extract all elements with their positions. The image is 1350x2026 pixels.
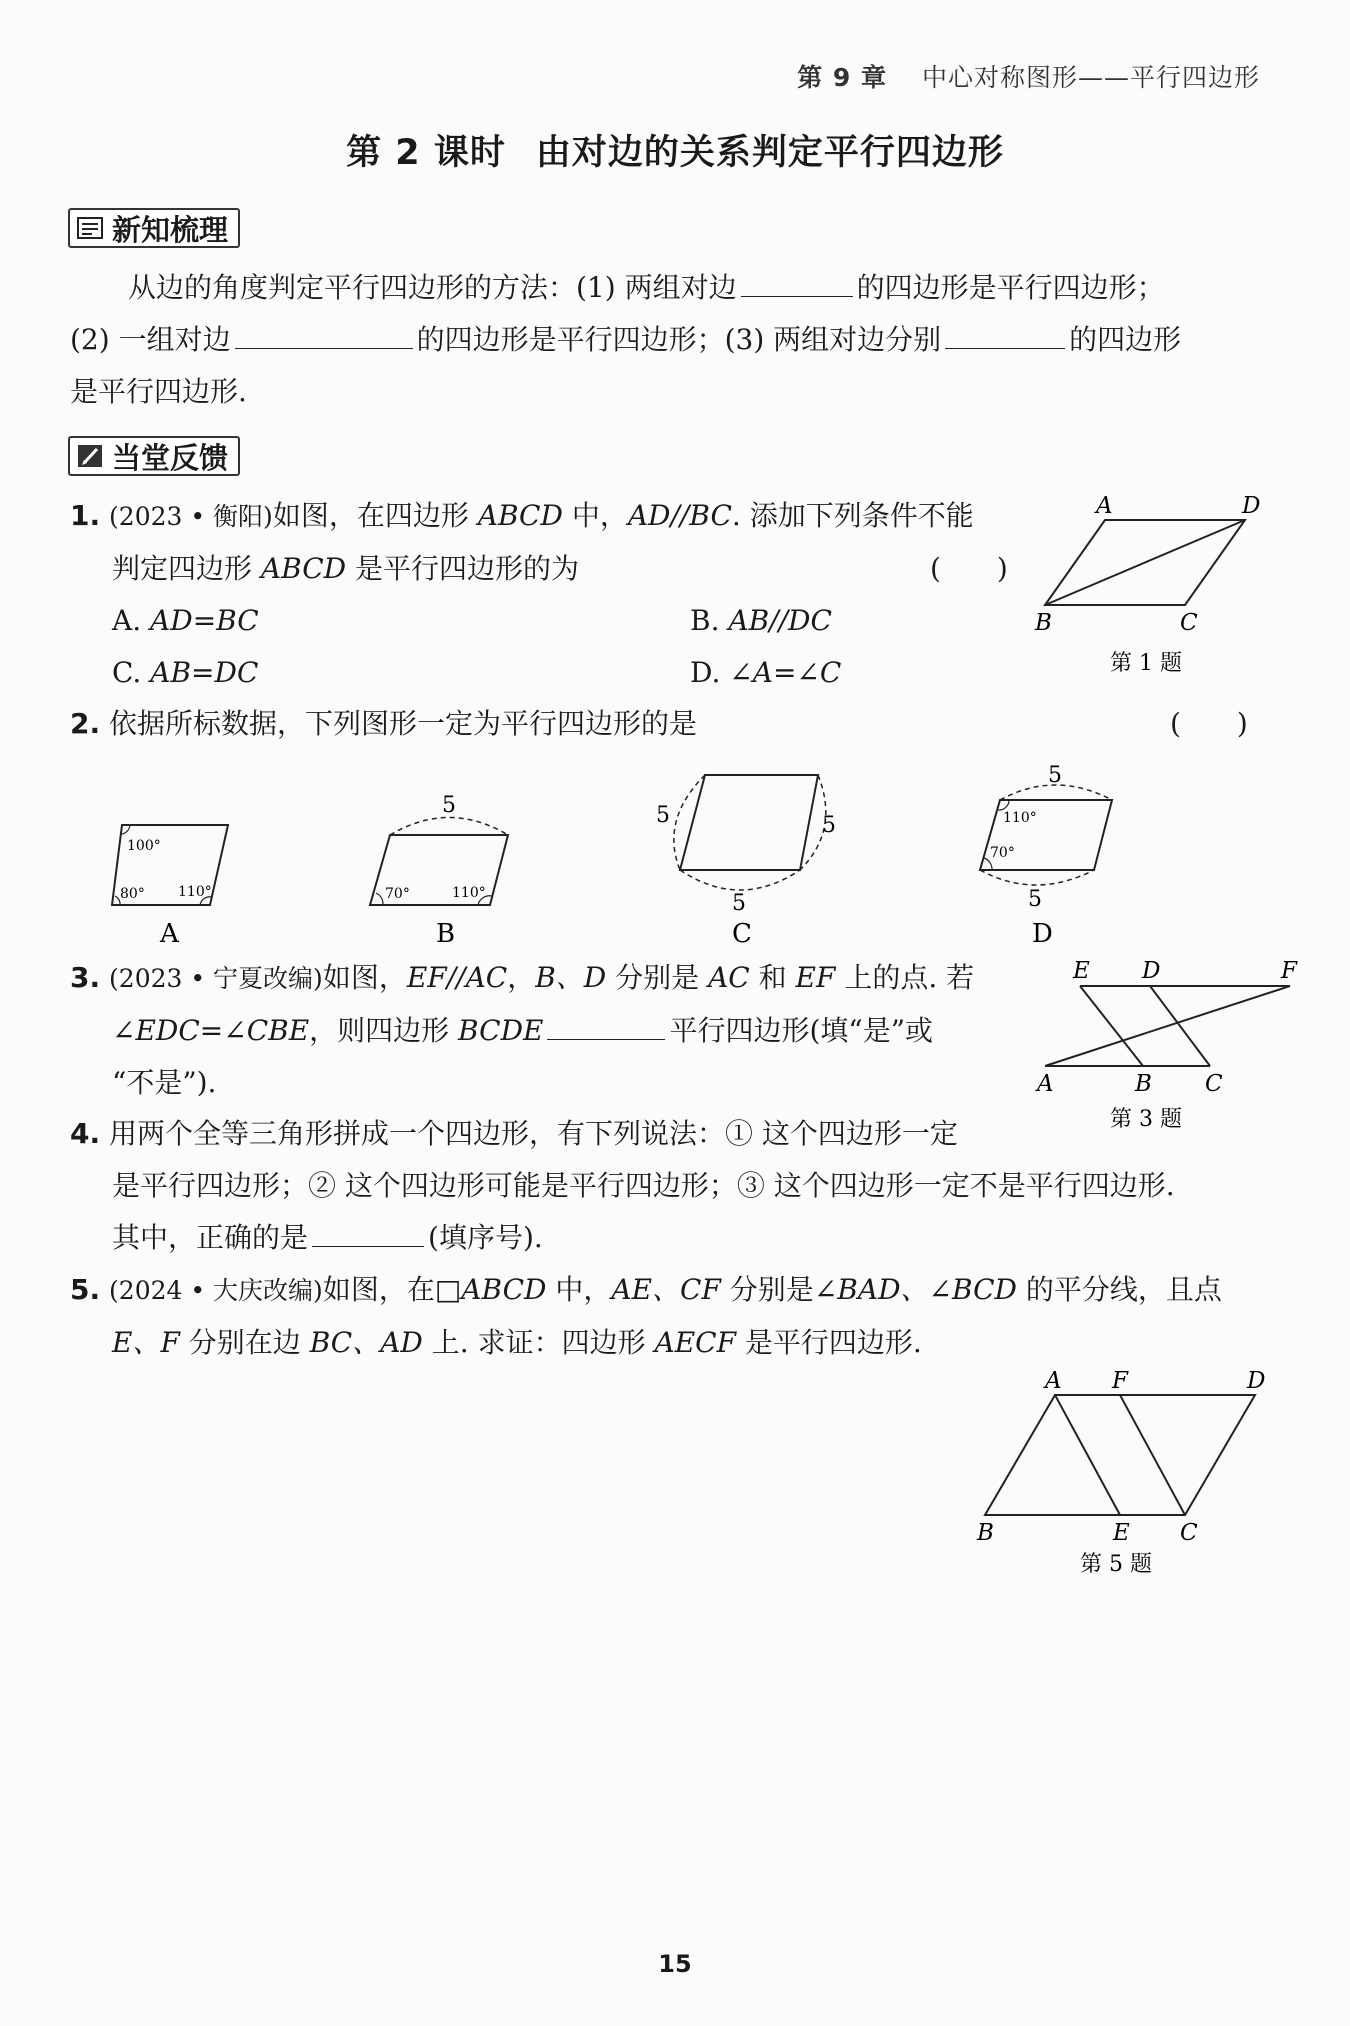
question-text: 是平行四边形；② 这个四边形可能是平行四边形；③ 这个四边形一定不是平行四边形.	[112, 1169, 1175, 1202]
figure-option-a	[112, 825, 228, 949]
point-d: D	[1247, 1368, 1266, 1394]
question-text: ，	[507, 961, 536, 994]
question-1	[70, 490, 1030, 699]
section-new-knowledge	[68, 208, 240, 248]
answer-blank[interactable]	[235, 318, 413, 349]
running-header	[797, 58, 1260, 94]
question-number: 4.	[70, 1117, 101, 1150]
question-text: 的平分线，且点	[1016, 1273, 1222, 1306]
book-icon	[76, 215, 104, 241]
question-text: 依据所标数据，下列图形一定为平行四边形的是	[109, 707, 698, 740]
point-a: A	[1037, 1071, 1054, 1097]
question-text: 和	[749, 961, 796, 994]
point-d: D	[1242, 493, 1261, 519]
answer-blank[interactable]	[547, 1009, 665, 1040]
figure-option-c	[656, 775, 836, 949]
question-number: 2.	[70, 707, 101, 740]
point-a: A	[1096, 493, 1113, 519]
question-text: 平行四边形(填“是”或	[669, 1014, 934, 1047]
option-text: ∠A=∠C	[729, 656, 842, 689]
question-5	[70, 1264, 1280, 1369]
lesson-number: 第 2 课时	[346, 133, 506, 173]
point-c: C	[1180, 610, 1198, 636]
question-number: 5.	[70, 1273, 101, 1306]
question-text: 如图，在	[322, 1273, 435, 1306]
side-label: 5	[1028, 887, 1042, 912]
point-e: E	[1073, 958, 1090, 984]
point-a: A	[1045, 1368, 1062, 1394]
summary-text: 是平行四边形.	[70, 375, 247, 408]
question-source: (2023 • 宁夏改编)	[109, 964, 323, 993]
option-text: AB=DC	[150, 656, 259, 689]
option-label: C.	[112, 656, 142, 689]
figure-option-d	[980, 763, 1112, 949]
question-text: 中，	[546, 1273, 612, 1306]
question-text: “不是”).	[112, 1066, 217, 1099]
summary-text: 的四边形是平行四边形；(3) 两组对边分别	[416, 323, 942, 356]
summary-text: (2) 一组对边	[70, 323, 231, 356]
side-label: 5	[732, 891, 746, 916]
section-label: 当堂反馈	[112, 440, 229, 475]
question-text: 上. 求证：四边形	[422, 1326, 655, 1359]
section-classroom-feedback	[68, 436, 240, 476]
question-text: . 添加下列条件不能	[731, 499, 974, 532]
lesson-name: 由对边的关系判定平行四边形	[535, 133, 1004, 173]
angle-label: 70°	[990, 845, 1015, 861]
figure-label: A	[160, 919, 179, 949]
angle-label: 110°	[452, 885, 486, 901]
question-text: (填序号).	[428, 1221, 543, 1254]
section-label: 新知梳理	[112, 212, 229, 247]
figure-label: B	[436, 919, 456, 949]
question-2	[70, 698, 1270, 750]
question-text: 分别在边	[179, 1326, 310, 1359]
chapter-number: 第 9 章	[797, 63, 888, 92]
summary-text: 从边的角度判定平行四边形的方法：(1) 两组对边	[128, 271, 737, 304]
question-text: ，则四边形	[309, 1014, 459, 1047]
question-text: 上的点. 若	[835, 961, 975, 994]
math-quad: BCDE	[458, 1014, 544, 1047]
angle-label: 110°	[178, 884, 212, 900]
side-label: 5	[442, 793, 456, 818]
question-3	[70, 952, 1050, 1109]
point-c: C	[1205, 1071, 1223, 1097]
option-text: AD=BC	[150, 604, 259, 637]
figure-label: D	[1032, 919, 1053, 949]
question-text: 如图，在四边形	[272, 499, 478, 532]
point-e: E	[1113, 1520, 1130, 1546]
math-condition: ∠EDC=∠CBE	[112, 1014, 310, 1047]
question-text: 如图，	[322, 961, 407, 994]
question-source: (2024 • 大庆改编)	[109, 1276, 323, 1305]
point-c: C	[1180, 1520, 1198, 1546]
point-f: F	[1112, 1368, 1128, 1394]
math-condition: AD//BC	[627, 499, 732, 532]
question-4	[70, 1108, 1280, 1264]
summary-text: 的四边形	[1069, 323, 1182, 356]
figure-q1	[1030, 490, 1290, 680]
question-text: 判定四边形	[112, 552, 261, 585]
summary-text: 的四边形是平行四边形；	[856, 271, 1165, 304]
figure-label: C	[732, 919, 752, 949]
question-text: 分别是	[720, 1273, 814, 1306]
math-parallelogram: □ABCD	[434, 1273, 547, 1306]
chapter-topic: 中心对称图形——平行四边形	[921, 63, 1260, 92]
answer-paren[interactable]: ( )	[1170, 707, 1248, 740]
question-text: 是平行四边形.	[736, 1326, 922, 1359]
question-text: 其中，正确的是	[112, 1221, 309, 1254]
option-label: A.	[112, 604, 142, 637]
math-points: E、F	[112, 1326, 180, 1359]
question-number: 3.	[70, 961, 101, 994]
math-segment: AC	[708, 961, 750, 994]
math-segment: EF	[795, 961, 836, 994]
option-label: B.	[690, 604, 720, 637]
question-number: 1.	[70, 499, 101, 532]
answer-blank[interactable]	[741, 266, 853, 297]
summary-paragraph	[70, 262, 1270, 418]
math-points: B、D	[535, 961, 607, 994]
figures-q2	[100, 760, 1250, 950]
option-b[interactable]	[690, 595, 832, 647]
answer-blank[interactable]	[945, 318, 1065, 349]
point-b: B	[977, 1520, 994, 1546]
side-label: 5	[822, 813, 836, 838]
point-d: D	[1142, 958, 1161, 984]
figure-caption: 第 3 题	[1110, 1107, 1182, 1132]
question-source: (2023 • 衡阳)	[109, 502, 273, 531]
answer-paren[interactable]: ( )	[930, 552, 1008, 585]
math-angles: ∠BAD、∠BCD	[813, 1273, 1017, 1306]
question-text: 中，	[562, 499, 628, 532]
side-label: 5	[1048, 763, 1062, 788]
point-b: B	[1135, 1071, 1152, 1097]
angle-label: 100°	[127, 838, 161, 854]
figure-option-b	[370, 793, 508, 949]
math-quad: AECF	[654, 1326, 737, 1359]
figure-caption: 第 1 题	[1110, 651, 1182, 676]
figure-caption: 第 5 题	[1080, 1552, 1152, 1577]
option-a[interactable]	[112, 604, 259, 637]
question-text: 分别是	[606, 961, 709, 994]
figure-q5	[970, 1365, 1270, 1585]
pencil-icon	[76, 443, 104, 469]
answer-blank[interactable]	[312, 1216, 424, 1247]
question-text: 用两个全等三角形拼成一个四边形，有下列说法：① 这个四边形一定	[109, 1117, 958, 1150]
option-label: D.	[690, 656, 721, 689]
math-sides: BC、AD	[309, 1326, 423, 1359]
question-text: 是平行四边形的为	[346, 552, 580, 585]
math-condition: EF//AC	[406, 961, 508, 994]
lesson-title	[0, 125, 1350, 175]
side-label: 5	[656, 803, 670, 828]
math-abcd: ABCD	[260, 552, 347, 585]
point-b: B	[1035, 610, 1052, 636]
angle-label: 110°	[1003, 810, 1037, 826]
page-number: 15	[658, 1950, 692, 1978]
option-d[interactable]	[690, 647, 841, 699]
angle-label: 80°	[120, 886, 145, 902]
point-f: F	[1281, 958, 1297, 984]
math-segments: AE、CF	[611, 1273, 721, 1306]
option-text: AB//DC	[728, 604, 832, 637]
math-abcd: ABCD	[477, 499, 563, 532]
option-c[interactable]	[112, 656, 258, 689]
angle-label: 70°	[385, 886, 410, 902]
